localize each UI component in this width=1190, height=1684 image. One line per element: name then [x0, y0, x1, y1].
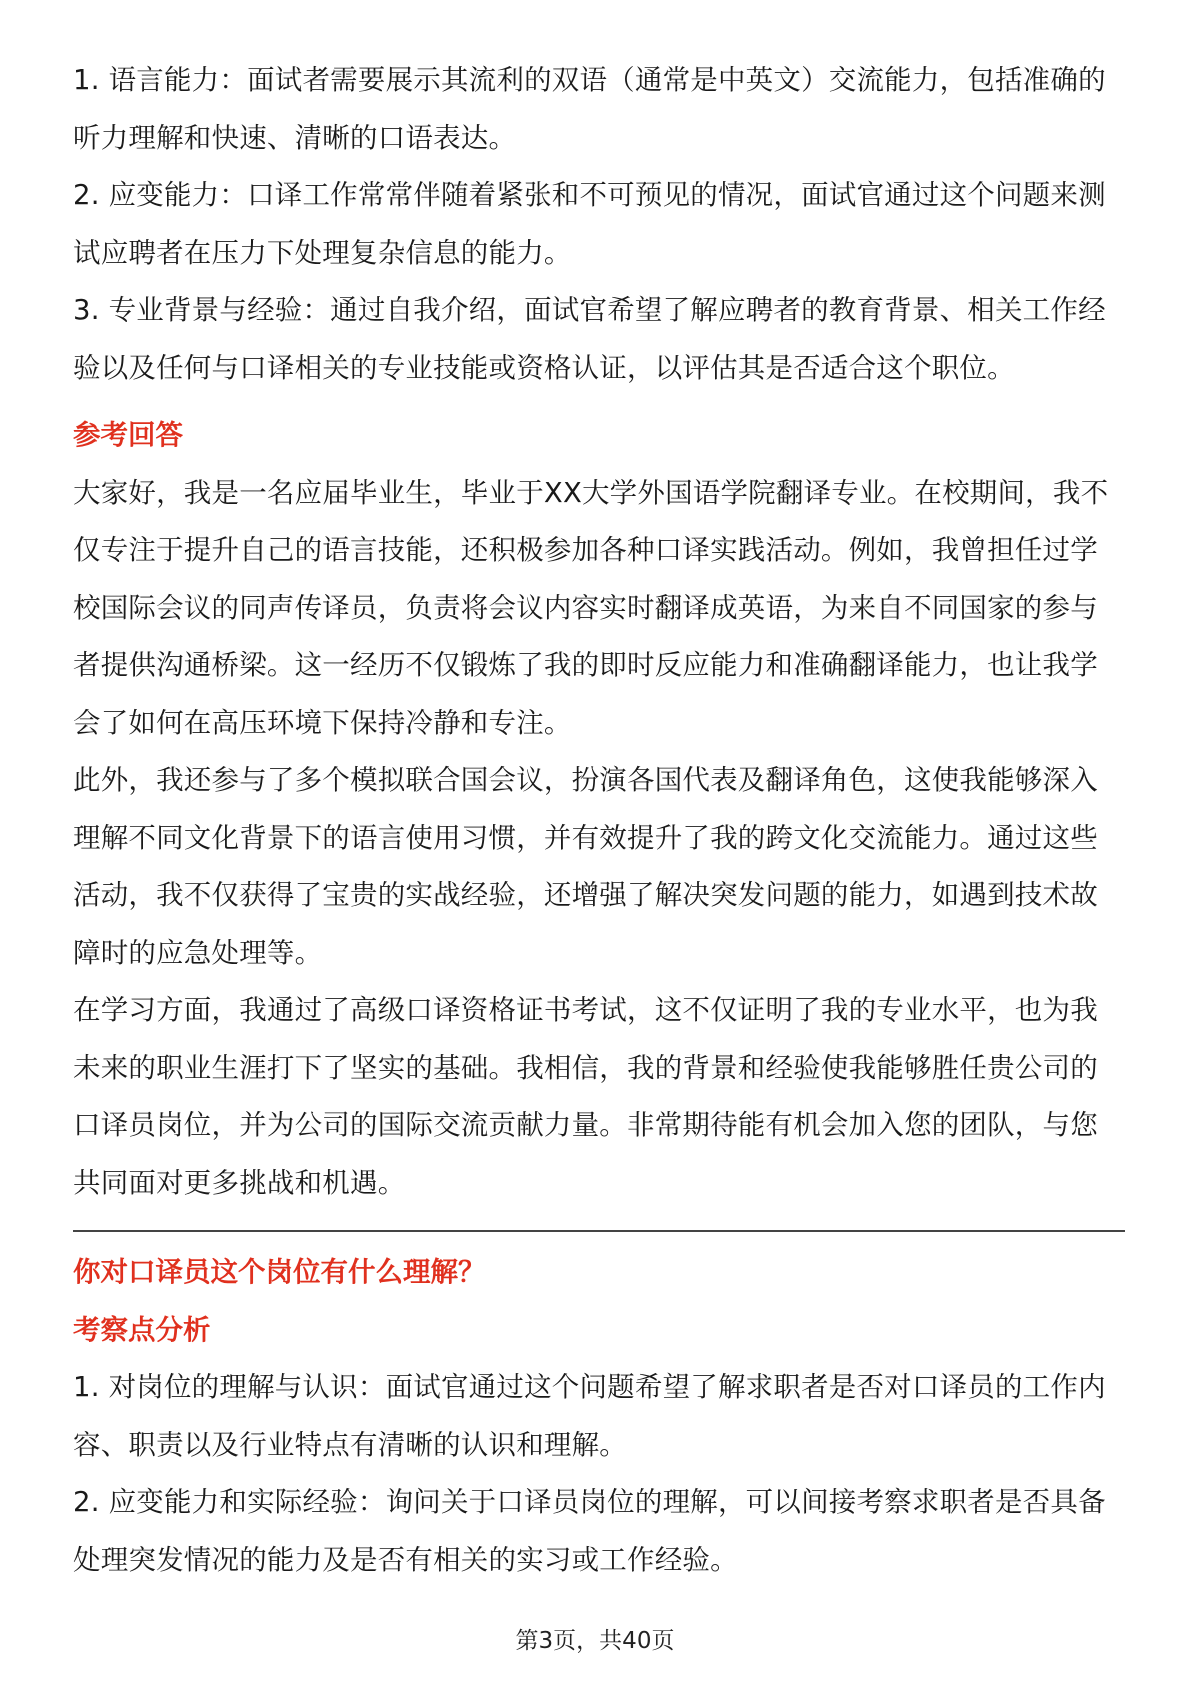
reference-answer-body: [73, 465, 1125, 1213]
interview-question-title: 你对口译员这个岗位有什么理解？: [73, 1256, 486, 1288]
page-number: 第3页，共40页: [515, 1628, 675, 1654]
analysis-point: 1. 对岗位的理解与认识：面试官通过这个问题希望了解求职者是否对口译员的工作内容、职责以及行业特点有清晰的认识和理解。: [73, 1371, 1106, 1461]
answer-paragraph: 在学习方面，我通过了高级口译资格证书考试，这不仅证明了我的专业水平，也为我未来的职业生涯打下了坚实的基础。我相信，我的背景和经验使我能够胜任贵公司的口译员岗位，并为公司的国际交流贡献力量。非常期待能有机会加入您的团队，与您共同面对更多挑战和机遇。: [73, 994, 1098, 1199]
document-page: [73, 52, 1125, 1589]
analysis-point: 1. 语言能力：面试者需要展示其流利的双语（通常是中英文）交流能力，包括准确的听力理解和快速、清晰的口语表达。: [73, 64, 1106, 154]
section-divider: [73, 1230, 1125, 1232]
analysis-point: 3. 专业背景与经验：通过自我介绍，面试官希望了解应聘者的教育背景、相关工作经验以及任何与口译相关的专业技能或资格认证，以评估其是否适合这个职位。: [73, 294, 1106, 384]
analysis-point: 2. 应变能力：口译工作常常伴随着紧张和不可预见的情况，面试官通过这个问题来测试应聘者在压力下处理复杂信息的能力。: [73, 179, 1106, 269]
analysis-point: 2. 应变能力和实际经验：询问关于口译员岗位的理解，可以间接考察求职者是否具备处理突发情况的能力及是否有相关的实习或工作经验。: [73, 1486, 1106, 1576]
answer-paragraph: 此外，我还参与了多个模拟联合国会议，扮演各国代表及翻译角色，这使我能够深入理解不同文化背景下的语言使用习惯，并有效提升了我的跨文化交流能力。通过这些活动，我不仅获得了宝贵的实战经验，还增强了解决突发问题的能力，如遇到技术故障时的应急处理等。: [73, 764, 1098, 969]
answer-paragraph: 大家好，我是一名应届毕业生，毕业于XX大学外国语学院翻译专业。在校期间，我不仅专注于提升自己的语言技能，还积极参加各种口译实践活动。例如，我曾担任过学校国际会议的同声传译员，负责将会议内容实时翻译成英语，为来自不同国家的参与者提供沟通桥梁。这一经历不仅锻炼了我的即时反应能力和准确翻译能力，也让我学会了如何在高压环境下保持冷静和专注。: [73, 476, 1109, 739]
reference-answer-heading: 参考回答: [73, 419, 183, 451]
analysis-heading: 考察点分析: [73, 1313, 211, 1346]
analysis-points-list: [73, 52, 1125, 397]
question2-points-list: [73, 1359, 1125, 1589]
